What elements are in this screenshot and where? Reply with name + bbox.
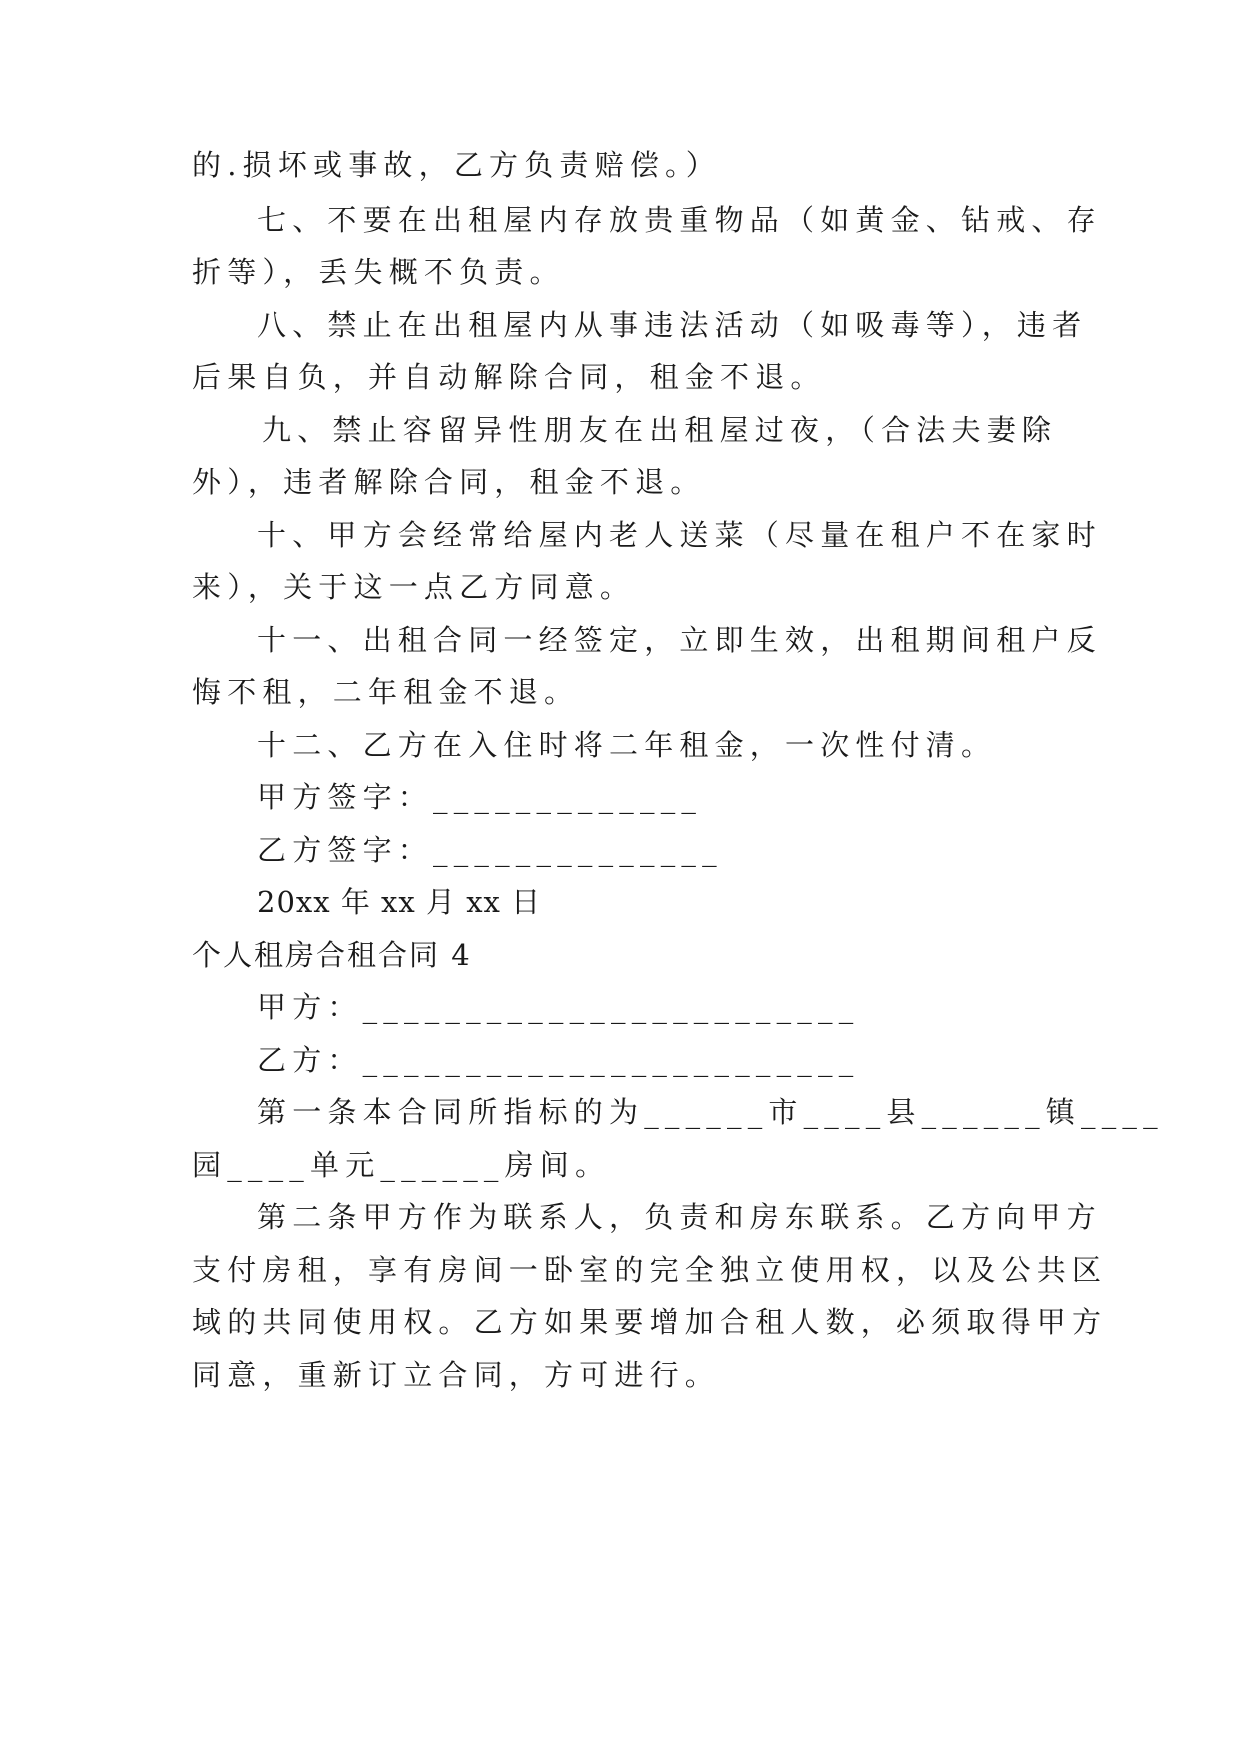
- clause-10-line-1: 十、甲方会经常给屋内老人送菜（尽量在租户不在家时: [257, 518, 1102, 552]
- clause-8-line-2: 后果自负，并自动解除合同，租金不退。: [192, 360, 826, 394]
- clause-6-continuation: 的.损坏或事故，乙方负责赔偿。）: [192, 148, 721, 182]
- article-1-line-2: 园____单元______房间。: [192, 1148, 611, 1182]
- date-line: 20xx 年 xx 月 xx 日: [257, 885, 542, 919]
- clause-11-line-2: 悔不租，二年租金不退。: [192, 675, 580, 709]
- clause-7-line-1: 七、不要在出租屋内存放贵重物品（如黄金、钻戒、存: [257, 203, 1102, 237]
- clause-12: 十二、乙方在入住时将二年租金，一次性付清。: [257, 728, 997, 762]
- clause-8-line-1: 八、禁止在出租屋内从事违法活动（如吸毒等），违者: [257, 308, 1088, 342]
- party-b-field: 乙方：________________________: [257, 1043, 860, 1077]
- article-2-line-3: 域的共同使用权。乙方如果要增加合租人数，必须取得甲方: [192, 1305, 1108, 1339]
- clause-9-line-2: 外），违者解除合同，租金不退。: [192, 465, 706, 499]
- article-2-line-2: 支付房租，享有房间一卧室的完全独立使用权，以及公共区: [192, 1253, 1108, 1287]
- clause-11-line-1: 十一、出租合同一经签定，立即生效，出租期间租户反: [257, 623, 1102, 657]
- section-title: 个人租房合租合同 4: [192, 938, 472, 972]
- article-1-line-1: 第一条本合同所指标的为______市____县______镇____: [257, 1095, 1164, 1129]
- party-a-signature: 甲方签字：_____________: [257, 780, 703, 814]
- article-2-line-4: 同意，重新订立合同，方可进行。: [192, 1358, 721, 1392]
- clause-10-line-2: 来），关于这一点乙方同意。: [192, 570, 636, 604]
- article-2-line-1: 第二条甲方作为联系人，负责和房东联系。乙方向甲方: [257, 1200, 1102, 1234]
- clause-9-line-1: 九、禁止容留异性朋友在出租屋过夜，（合法夫妻除: [262, 413, 1058, 447]
- party-a-field: 甲方：________________________: [257, 990, 860, 1024]
- clause-7-line-2: 折等），丢失概不负责。: [192, 255, 565, 289]
- party-b-signature: 乙方签字：______________: [257, 833, 723, 867]
